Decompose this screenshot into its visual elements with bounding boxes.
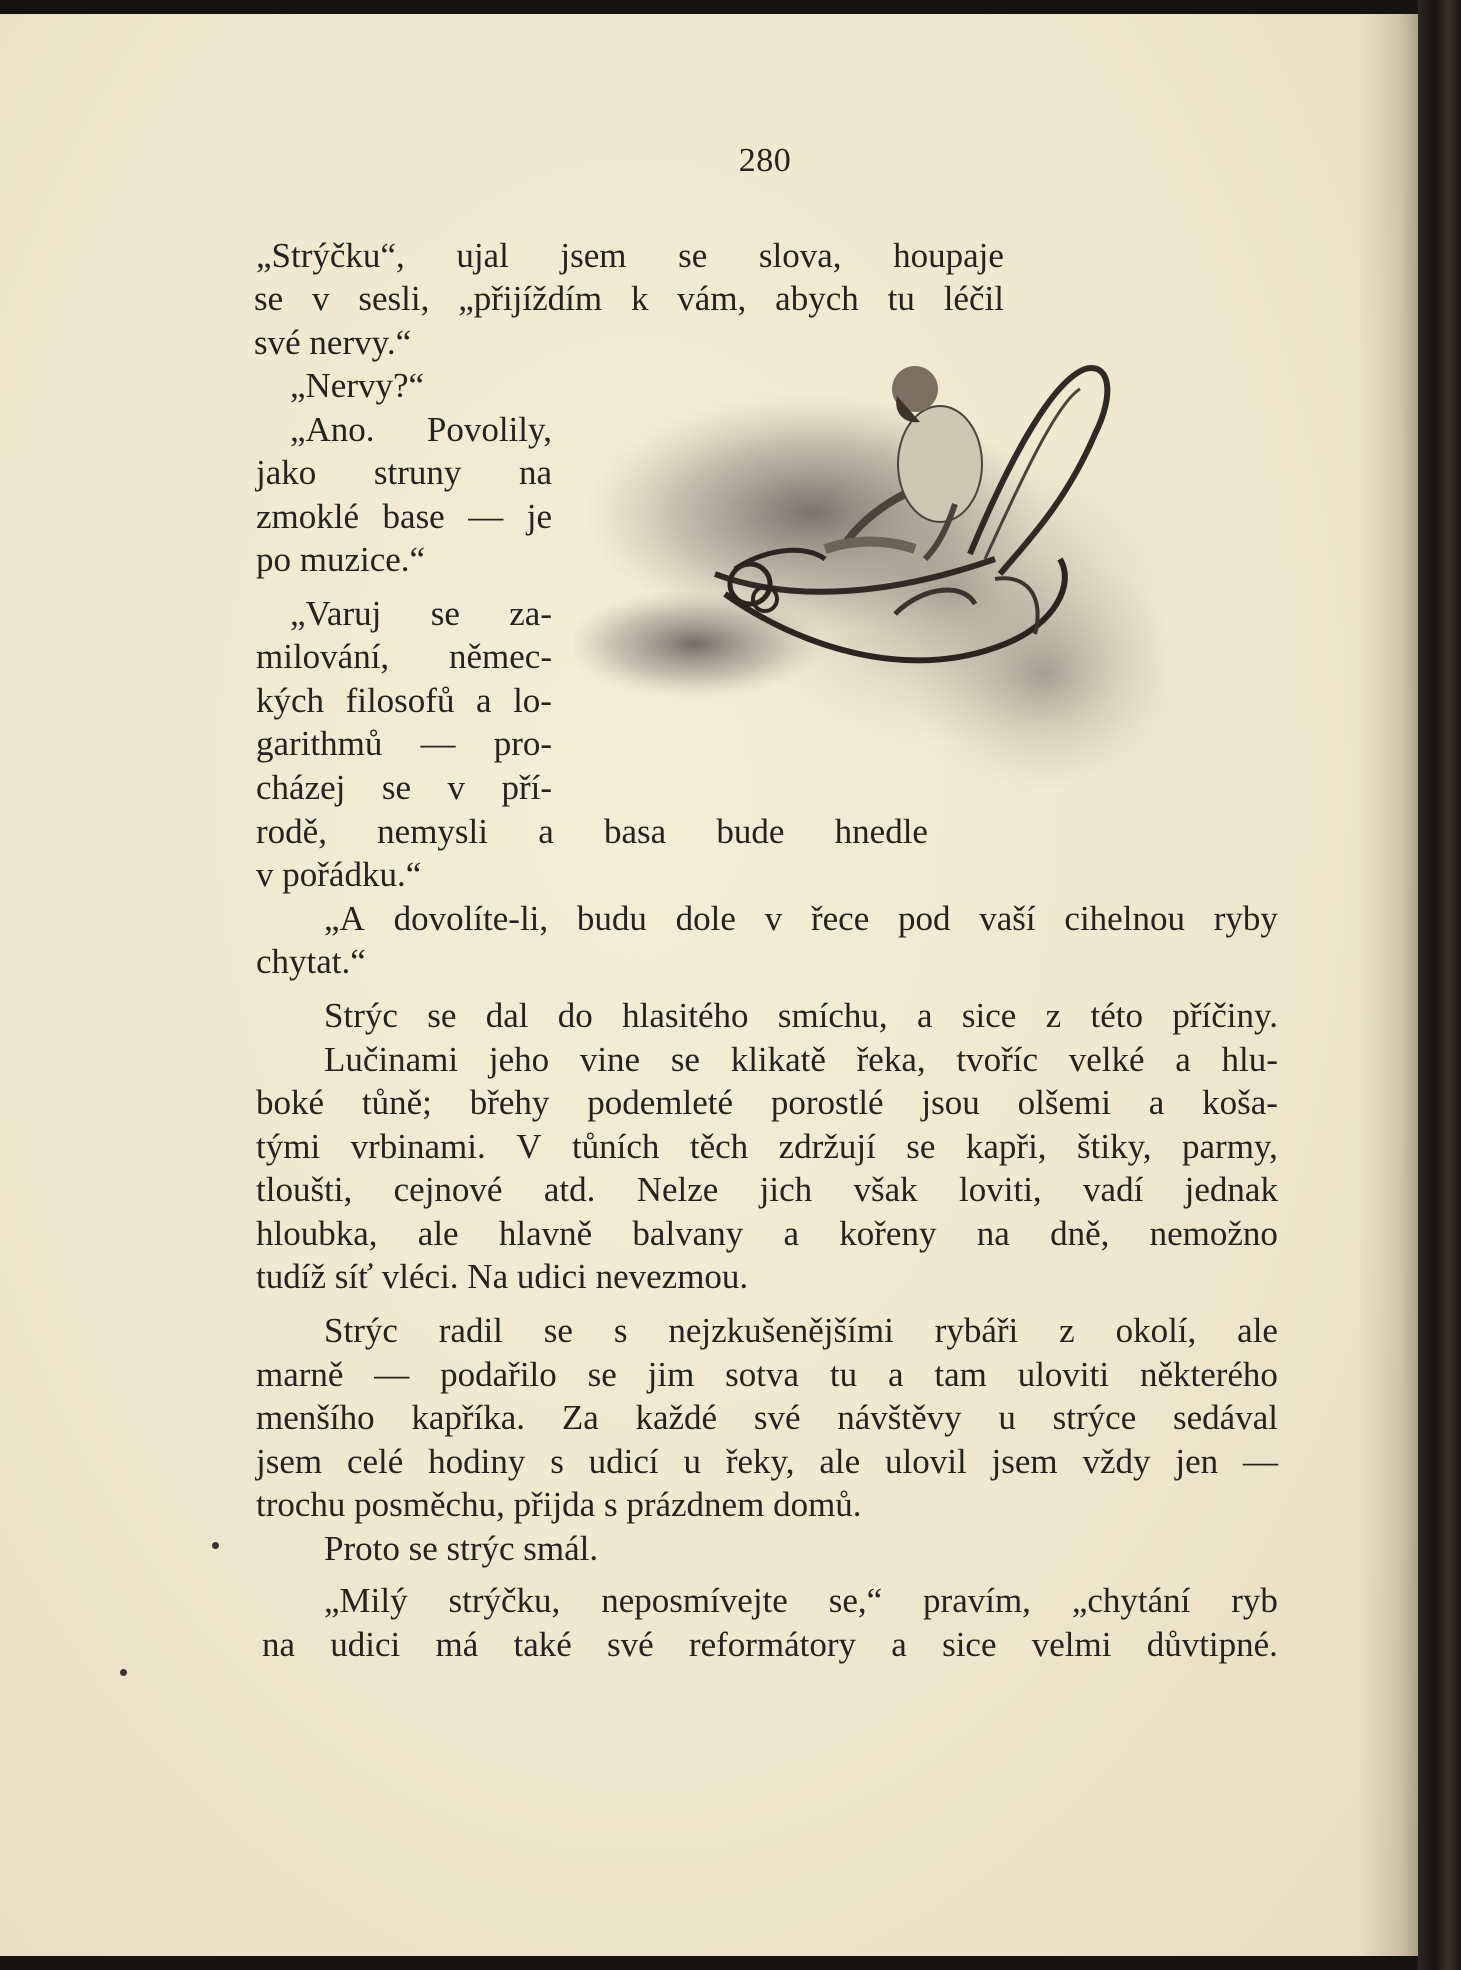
- text-line: kých filosofů a lo-: [256, 681, 552, 720]
- text-line: hloubka, ale hlavně balvany a kořeny na dně, nemožno: [256, 1214, 1278, 1253]
- text-line: boké tůně; břehy podemleté porostlé jsou olšemi a koša-: [256, 1083, 1278, 1122]
- text-line: Strýc radil se s nejzkušenějšími rybáři z okolí, ale: [324, 1311, 1278, 1350]
- text-line: se v sesli, „přijíždím k vám, abych tu léčil: [254, 279, 1004, 318]
- text-line: marně — podařilo se jim sotva tu a tam uloviti některého: [256, 1355, 1278, 1394]
- text-line: Lučinami jeho vine se klikatě řeka, tvoříc velké a hlu-: [324, 1040, 1278, 1079]
- text-line: „Strýčku“, ujal jsem se slova, houpaje: [256, 236, 1004, 275]
- text-line: „Ano. Povolily,: [290, 410, 552, 449]
- page-shadow: [1358, 14, 1418, 1956]
- text-line: jsem celé hodiny s udicí u řeky, ale ulovil jsem vždy jen —: [256, 1442, 1278, 1481]
- text-line: „A dovolíte-li, budu dole v řece pod vaší cihelnou ryby: [324, 899, 1278, 938]
- text-line: tými vrbinami. V tůních těch zdržují se kapři, štiky, parmy,: [256, 1127, 1278, 1166]
- text-line: „Milý strýčku, neposmívejte se,“ pravím, „chytání ryb: [324, 1581, 1278, 1620]
- text-line: Strýc se dal do hlasitého smíchu, a sice z této příčiny.: [324, 996, 1278, 1035]
- ink-speck: [212, 1542, 219, 1549]
- page-number: 280: [738, 142, 792, 179]
- text-line: Proto se strýc smál.: [324, 1529, 599, 1568]
- text-line: v pořádku.“: [256, 855, 422, 894]
- ink-speck: [120, 1669, 127, 1676]
- text-line: rodě, nemysli a basa bude hnedle: [256, 812, 928, 851]
- book-page: [0, 14, 1418, 1956]
- text-line: „Nervy?“: [290, 366, 425, 405]
- text-line: na udici má také své reformátory a sice velmi důvtipné.: [262, 1625, 1278, 1664]
- text-line: „Varuj se za-: [290, 594, 552, 633]
- text-line: jako struny na: [256, 453, 552, 492]
- text-line: menšího kapříka. Za každé své návštěvy u strýce sedával: [256, 1398, 1278, 1437]
- text-line: garithmů — pro-: [256, 724, 552, 763]
- text-line: zmoklé base — je: [256, 497, 552, 536]
- text-line: cházej se v pří-: [256, 768, 552, 807]
- rocking-chair-illustration: [575, 344, 1195, 834]
- text-line: své nervy.“: [254, 323, 412, 362]
- book-binding-edge: [1418, 0, 1461, 1970]
- text-line: milování, němec-: [256, 637, 552, 676]
- text-line: chytat.“: [256, 942, 366, 981]
- text-line: trochu posměchu, přijda s prázdnem domů.: [256, 1485, 862, 1524]
- text-line: po muzice.“: [256, 540, 426, 579]
- text-line: tudíž síť vléci. Na udici nevezmou.: [256, 1257, 749, 1296]
- text-line: tloušti, cejnové atd. Nelze jich však loviti, vadí jednak: [256, 1170, 1278, 1209]
